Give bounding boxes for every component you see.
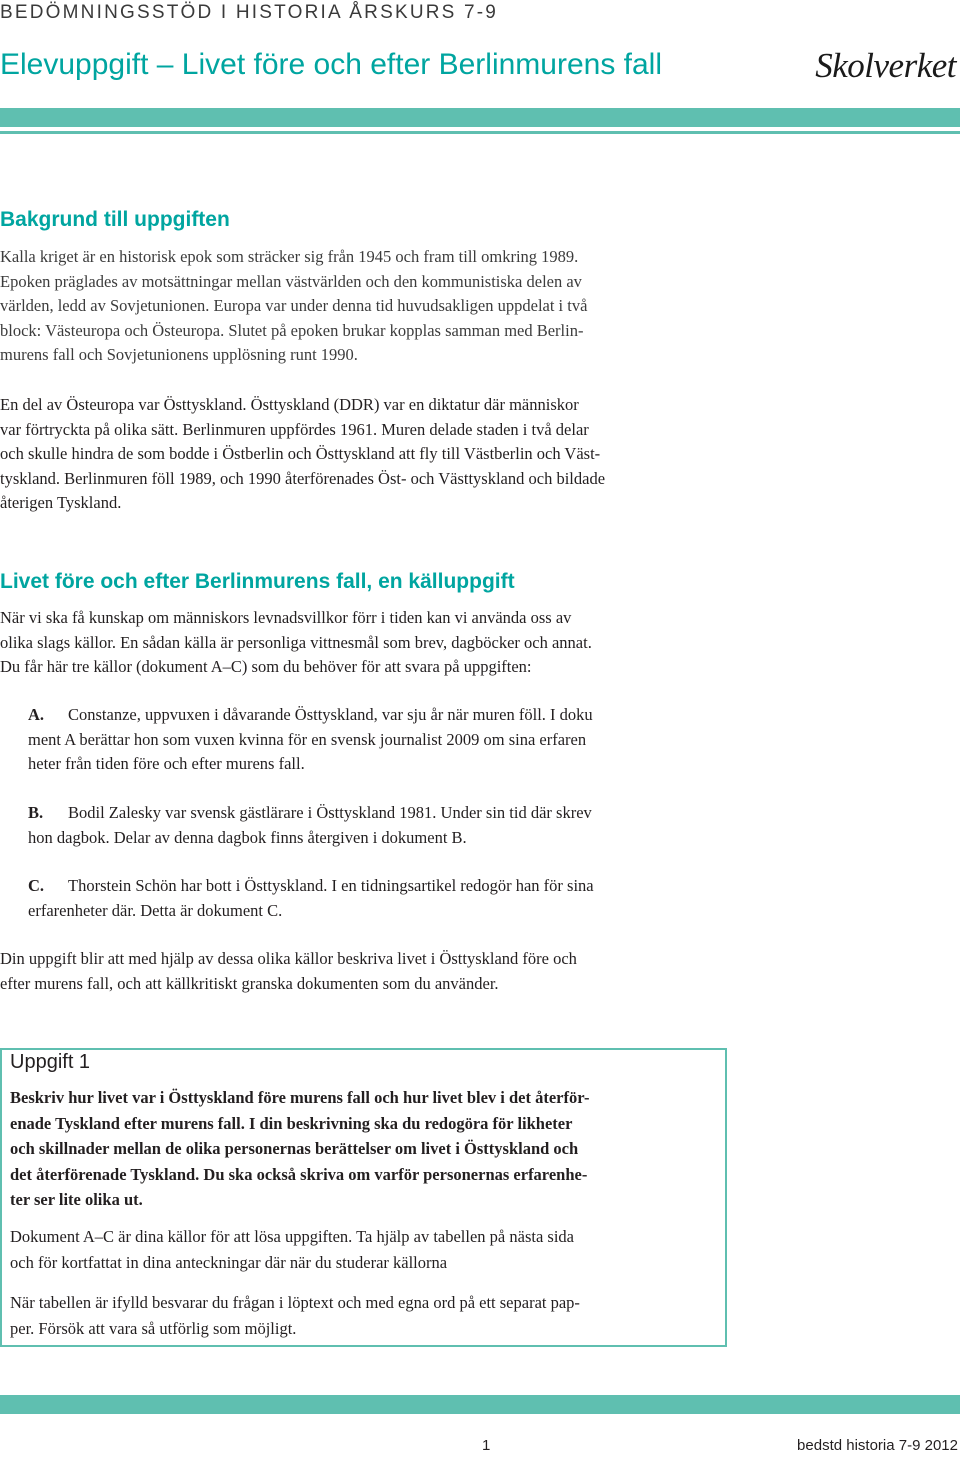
background-paragraph-1 <box>0 245 740 368</box>
text-line: och skillnader mellan de olika personernas berättelser om livet i Östtyskland och <box>10 1139 579 1158</box>
source-item-c <box>28 874 728 923</box>
source-label: A. <box>28 705 45 724</box>
task-answer-note <box>10 1290 725 1341</box>
source-task-outro <box>0 947 740 996</box>
text-line: Epoken präglades av motsättningar mellan västvärlden och den kommunistiska delen av <box>0 271 582 291</box>
text-line: efter murens fall, och att källkritiskt granska dokumenten som du använder. <box>0 973 499 993</box>
text-line: Bodil Zalesky var svensk gästlärare i Östtyskland 1981. Under sin tid där skrev <box>68 803 592 822</box>
text-line: tyskland. Berlinmuren föll 1989, och 1990 återförenades Öst- och Västtyskland och bildade <box>0 468 606 488</box>
header-rule <box>0 131 960 134</box>
source-item-a <box>28 703 728 777</box>
page-number: 1 <box>482 1437 491 1454</box>
source-item-b <box>28 801 728 850</box>
task-box-title: Uppgift 1 <box>10 1051 91 1073</box>
text-line: Beskriv hur livet var i Östtyskland före murens fall och hur livet blev i det återför- <box>10 1088 590 1107</box>
text-line: världen, ledd av Sovjetunionen. Europa var under denna tid huvudsakligen uppdelat i två <box>0 296 588 316</box>
text-line: erfarenheter där. Detta är dokument C. <box>28 900 283 920</box>
text-line: och skulle hindra de som bodde i Östberlin och Östtyskland att fly till Västberlin och Väst- <box>0 444 601 464</box>
text-line: ment A berättar hon som vuxen kvinna för en svensk journalist 2009 om sina erfaren <box>28 729 587 749</box>
task-instructions <box>10 1085 725 1213</box>
text-line: Constanze, uppvuxen i dåvarande Östtyskland, var sju år när muren föll. I doku <box>68 705 593 724</box>
text-line: En del av Östeuropa var Östtyskland. Östtyskland (DDR) var en diktatur där människor <box>0 395 579 414</box>
text-line: Dokument A–C är dina källor för att lösa uppgiften. Ta hjälp av tabellen på nästa sida <box>10 1227 574 1246</box>
text-line: Kalla kriget är en historisk epok som sträcker sig från 1945 och fram till omkring 1989. <box>0 247 579 266</box>
page-title: Elevuppgift – Livet före och efter Berlinmurens fall <box>0 48 663 81</box>
text-line: block: Västeuropa och Östeuropa. Slutet på epoken brukar kopplas samman med Berlin- <box>0 320 584 340</box>
text-line: återigen Tyskland. <box>0 493 122 513</box>
text-line: Du får här tre källor (dokument A–C) som du behöver för att svara på uppgiften: <box>0 657 532 677</box>
text-line: olika slags källor. En sådan källa är personliga vittnesmål som brev, dagböcker och annat. <box>0 632 592 652</box>
footer-band <box>0 1395 960 1414</box>
source-label: C. <box>28 876 45 895</box>
task-sources-note <box>10 1224 725 1275</box>
text-line: murens fall och Sovjetunionens upplösning runt 1990. <box>0 345 358 365</box>
background-paragraph-2 <box>0 393 740 516</box>
text-line: var förtryckta på olika sätt. Berlinmuren uppfördes 1961. Muren delade staden i två delar <box>0 419 589 439</box>
text-line: och för kortfattat in dina anteckningar där när du studerar källorna <box>10 1252 448 1272</box>
header-band <box>0 108 960 127</box>
text-line: Thorstein Schön har bott i Östtyskland. I en tidningsartikel redogör han för sina <box>68 876 594 895</box>
text-line: det återförenade Tyskland. Du ska också skriva om varför personernas erfarenhe- <box>10 1164 588 1184</box>
footer-document-code: bedstd historia 7-9 2012 <box>797 1437 958 1454</box>
text-line: per. Försök att vara så utförlig som möjligt. <box>10 1318 297 1338</box>
text-line: Din uppgift blir att med hjälp av dessa olika källor beskriva livet i Östtyskland före och <box>0 949 577 968</box>
skolverket-logo: Skolverket <box>815 46 956 85</box>
text-line: ter ser lite olika ut. <box>10 1190 143 1209</box>
text-line: hon dagbok. Delar av denna dagbok finns återgiven i dokument B. <box>28 827 467 847</box>
text-line: enade Tyskland efter murens fall. I din beskrivning ska du redogöra för likheter <box>10 1113 573 1133</box>
source-label: B. <box>28 803 44 822</box>
source-task-intro <box>0 606 740 680</box>
text-line: När tabellen är ifylld besvarar du frågan i löptext och med egna ord på ett separat pap- <box>10 1293 580 1312</box>
background-heading: Bakgrund till uppgiften <box>0 208 230 231</box>
source-task-heading: Livet före och efter Berlinmurens fall, en källuppgift <box>0 570 515 593</box>
document-supertitle: BEDÖMNINGSSTÖD I HISTORIA ÅRSKURS 7-9 <box>0 2 499 23</box>
text-line: heter från tiden före och efter murens fall. <box>28 754 305 774</box>
text-line: När vi ska få kunskap om människors levnadsvillkor förr i tiden kan vi använda oss av <box>0 608 572 627</box>
